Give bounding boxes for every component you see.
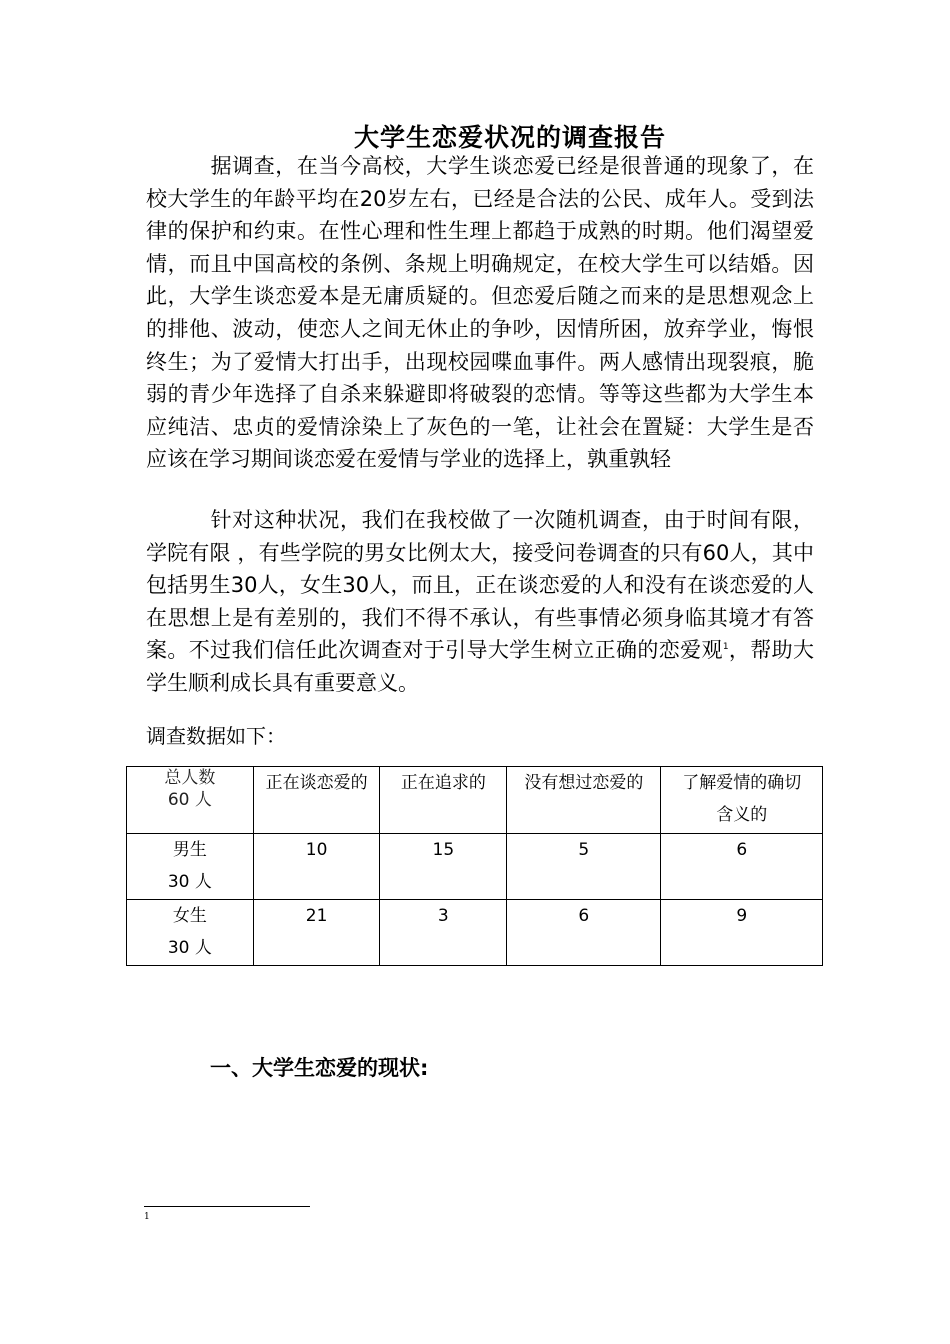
header-pursuing-cell: 正在追求的 bbox=[380, 767, 507, 834]
value-never-thought: 6 bbox=[507, 900, 661, 966]
value-pursuing: 3 bbox=[380, 900, 507, 966]
value-never-thought: 5 bbox=[507, 834, 661, 900]
method-paragraph-text: 针对这种状况，我们在我校做了一次随机调查，由于时间有限，学院有限 ，有些学院的男女比例太大，接受问卷调查的只有60人，其中包括男生30人，女生30人，而且，正在谈恋爱的人和没有在谈恋爱的人在思想上是有差别的，我们不得不承认，有些事情必须身临其境才有答案。不过我们信任此次调查对于引导大学生树立正确的恋爱观 bbox=[146, 508, 814, 663]
section-heading: 一、大学生恋爱的现状: bbox=[210, 1056, 429, 1080]
value-pursuing: 15 bbox=[380, 834, 507, 900]
header-understand-text: 了解爱情的确切含义的 bbox=[682, 773, 802, 825]
footnote-separator bbox=[144, 1206, 310, 1207]
footnote-reference[interactable]: 1 bbox=[722, 642, 729, 653]
group-label: 男生 bbox=[172, 840, 207, 860]
value-understand: 6 bbox=[661, 834, 823, 900]
table-row bbox=[127, 834, 823, 900]
header-dating-cell: 正在谈恋爱的 bbox=[253, 767, 380, 834]
header-never-thought-text: 没有想过恋爱的 bbox=[524, 773, 644, 793]
header-understand-cell bbox=[661, 767, 823, 834]
group-cell-female bbox=[127, 900, 254, 966]
header-never-thought-cell bbox=[507, 767, 661, 834]
table-header-row bbox=[127, 767, 823, 834]
table-lead-text: 调查数据如下： bbox=[146, 724, 286, 748]
header-total-count: 60 人 bbox=[167, 790, 212, 810]
group-label: 女生 bbox=[172, 906, 207, 926]
method-paragraph bbox=[146, 504, 814, 700]
table-row bbox=[127, 900, 823, 966]
value-dating: 21 bbox=[253, 900, 380, 966]
document-title: 大学生恋爱状况的调查报告 bbox=[353, 123, 666, 152]
intro-paragraph-text: 据调查，在当今高校，大学生谈恋爱已经是很普通的现象了，在校大学生的年龄平均在20岁左右，已经是合法的公民、成年人。受到法律的保护和约束。在性心理和性生理上都趋于成熟的时期。他们渴望爱情，而且中国高校的条例、条规上明确规定，在校大学生可以结婚。因此，大学生谈恋爱本是无庸质疑的。但恋爱后随之而来的是思想观念上的排他、波动，使恋人之间无休止的争吵，因情所困，放弃学业，悔恨终生；为了爱情大打出手，出现校园喋血事件。两人感情出现裂痕，脆弱的青少年选择了自杀来躲避即将破裂的恋情。等等这些都为大学生本应纯洁、忠贞的爱情涂染上了灰色的一笔，让社会在置疑：大学生是否应该在学习期间谈恋爱在爱情与学业的选择上，孰重孰轻 bbox=[146, 154, 814, 472]
group-count: 30 人 bbox=[167, 938, 212, 958]
value-understand: 9 bbox=[661, 900, 823, 966]
method-paragraph-tail: ，帮助大学生顺利成长具有重要意义。 bbox=[146, 638, 815, 695]
group-count: 30 人 bbox=[167, 872, 212, 892]
survey-data-table bbox=[126, 766, 823, 966]
header-total-label: 总人数 bbox=[164, 768, 216, 788]
value-dating: 10 bbox=[253, 834, 380, 900]
header-total-cell bbox=[127, 767, 254, 834]
intro-paragraph bbox=[146, 150, 814, 476]
group-cell-male bbox=[127, 834, 254, 900]
footnote-mark: 1 bbox=[144, 1212, 150, 1222]
